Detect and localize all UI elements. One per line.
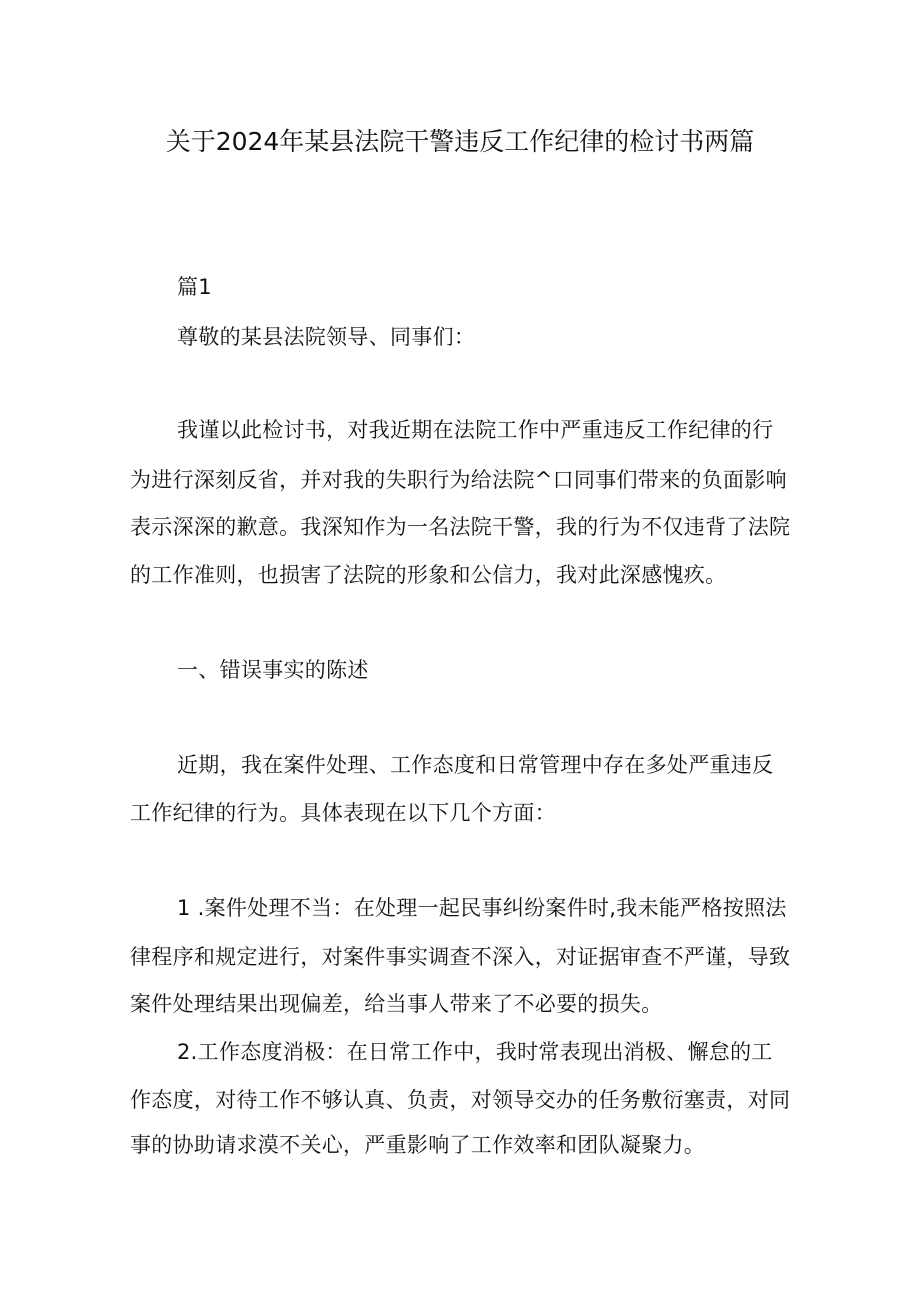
paragraph-line: 的工作准则，也损害了法院的形象和公信力，我对此深感愧疚。 — [130, 563, 727, 587]
paragraph-line: 工作纪律的行为。具体表现在以下几个方面： — [130, 801, 556, 825]
salutation: 尊敬的某县法院领导、同事们： — [177, 325, 476, 349]
paragraph-line: 为进行深刻反省，并对我的失职行为给法院^口同事们带来的负面影响 — [130, 468, 787, 492]
paragraph-line: 案件处理结果出现偏差，给当事人带来了不必要的损失。 — [130, 992, 663, 1016]
paragraph-line: 我谨以此检讨书，对我近期在法院工作中严重违反工作纪律的行 — [177, 418, 774, 442]
paragraph-line: 作态度，对待工作不够认真、负责，对领导交办的任务敷衍塞责，对同 — [130, 1088, 791, 1112]
paragraph-line: 1 .案件处理不当：在处理一起民事纠纷案件时,我未能严格按照法 — [177, 896, 787, 920]
paragraph-line: 2.工作态度消极：在日常工作中，我时常表现出消极、懈怠的工 — [177, 1040, 773, 1064]
section-label: 篇1 — [177, 275, 212, 299]
section-heading: 一、错误事实的陈述 — [177, 658, 369, 682]
document-title: 关于2024年某县法院干警违反工作纪律的检讨书两篇 — [165, 127, 755, 156]
paragraph-line: 事的协助请求漠不关心，严重影响了工作效率和团队凝聚力。 — [130, 1133, 706, 1157]
paragraph-line: 近期，我在案件处理、工作态度和日常管理中存在多处严重违反 — [177, 753, 774, 777]
paragraph-line: 表示深深的歉意。我深知作为一名法院干警，我的行为不仅违背了法院 — [130, 515, 791, 539]
paragraph-line: 律程序和规定进行，对案件事实调查不深入，对证据审查不严谨，导致 — [130, 945, 791, 969]
